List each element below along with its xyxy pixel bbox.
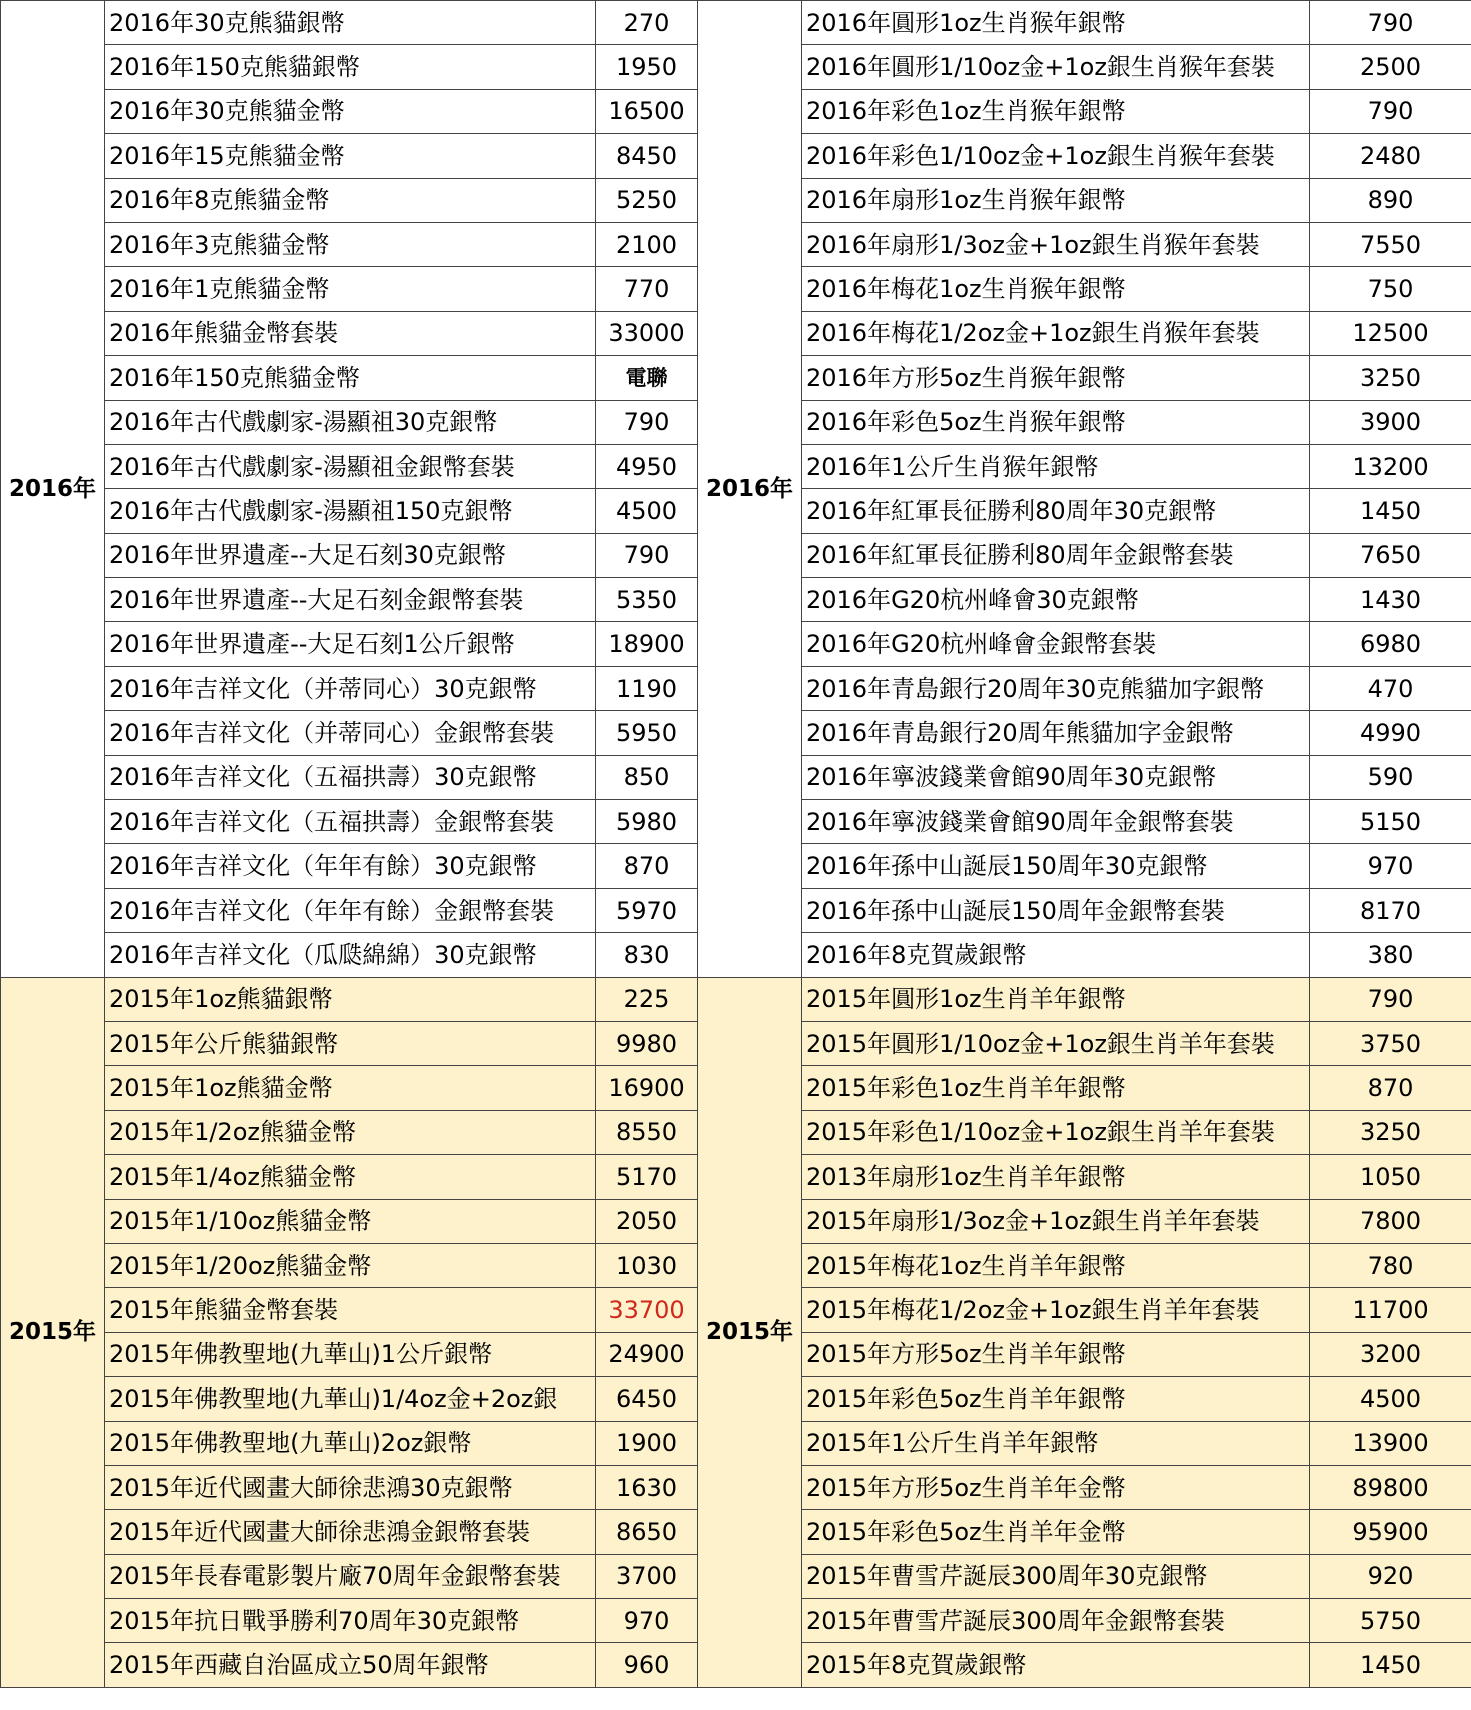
coin-price-right: 1050 [1310, 1155, 1471, 1199]
coin-name-right: 2016年青島銀行20周年熊貓加字金銀幣 [802, 711, 1310, 755]
coin-name-right: 2015年曹雪芹誕辰300周年金銀幣套裝 [802, 1599, 1310, 1643]
coin-price-right: 590 [1310, 755, 1471, 799]
coin-name-right: 2016年青島銀行20周年30克熊貓加字銀幣 [802, 666, 1310, 710]
coin-price-right: 11700 [1310, 1288, 1471, 1332]
coin-name-left: 2016年古代戲劇家-湯顯祖金銀幣套裝 [105, 444, 596, 488]
coin-price-right: 970 [1310, 844, 1471, 888]
coin-name-right: 2016年扇形1/3oz金+1oz銀生肖猴年套裝 [802, 222, 1310, 266]
coin-name-right: 2015年曹雪芹誕辰300周年30克銀幣 [802, 1554, 1310, 1598]
coin-price-right: 790 [1310, 977, 1471, 1021]
coin-name-right: 2015年圓形1oz生肖羊年銀幣 [802, 977, 1310, 1021]
coin-name-left: 2016年世界遺產--大足石刻1公斤銀幣 [105, 622, 596, 666]
coin-name-left: 2016年1克熊貓金幣 [105, 267, 596, 311]
coin-name-left: 2016年熊貓金幣套裝 [105, 311, 596, 355]
coin-name-right: 2016年紅軍長征勝利80周年金銀幣套裝 [802, 533, 1310, 577]
coin-price-left: 5350 [596, 578, 698, 622]
coin-price-left: 5170 [596, 1155, 698, 1199]
coin-price-left: 24900 [596, 1332, 698, 1376]
coin-name-right: 2016年紅軍長征勝利80周年30克銀幣 [802, 489, 1310, 533]
coin-name-left: 2015年1/4oz熊貓金幣 [105, 1155, 596, 1199]
coin-price-left: 1900 [596, 1421, 698, 1465]
coin-name-left: 2016年150克熊貓金幣 [105, 356, 596, 400]
coin-name-right: 2016年8克賀歲銀幣 [802, 933, 1310, 977]
coin-name-left: 2015年近代國畫大師徐悲鴻金銀幣套裝 [105, 1510, 596, 1554]
coin-name-left: 2015年1oz熊貓金幣 [105, 1066, 596, 1110]
coin-name-left: 2016年30克熊貓金幣 [105, 89, 596, 133]
coin-name-right: 2015年梅花1oz生肖羊年銀幣 [802, 1243, 1310, 1287]
coin-name-right: 2015年彩色1/10oz金+1oz銀生肖羊年套裝 [802, 1110, 1310, 1154]
coin-price-left: 8550 [596, 1110, 698, 1154]
coin-name-right: 2015年方形5oz生肖羊年金幣 [802, 1465, 1310, 1509]
coin-name-right: 2016年方形5oz生肖猴年銀幣 [802, 356, 1310, 400]
coin-price-left: 790 [596, 533, 698, 577]
coin-name-left: 2016年吉祥文化（五福拱壽）金銀幣套裝 [105, 800, 596, 844]
coin-name-right: 2015年梅花1/2oz金+1oz銀生肖羊年套裝 [802, 1288, 1310, 1332]
coin-name-left: 2016年吉祥文化（并蒂同心）30克銀幣 [105, 666, 596, 710]
coin-price-left: 960 [596, 1643, 698, 1687]
coin-price-right: 3900 [1310, 400, 1471, 444]
coin-price-left: 16500 [596, 89, 698, 133]
coin-name-right: 2015年扇形1/3oz金+1oz銀生肖羊年套裝 [802, 1199, 1310, 1243]
coin-name-left: 2015年1oz熊貓銀幣 [105, 977, 596, 1021]
coin-price-left: 5950 [596, 711, 698, 755]
coin-price-right: 7800 [1310, 1199, 1471, 1243]
coin-name-left: 2015年長春電影製片廠70周年金銀幣套裝 [105, 1554, 596, 1598]
coin-name-left: 2015年熊貓金幣套裝 [105, 1288, 596, 1332]
coin-price-left: 1190 [596, 666, 698, 710]
coin-name-right: 2016年梅花1/2oz金+1oz銀生肖猴年套裝 [802, 311, 1310, 355]
coin-name-right: 2016年孫中山誕辰150周年金銀幣套裝 [802, 888, 1310, 932]
table-row [1, 1, 1471, 45]
coin-price-right: 870 [1310, 1066, 1471, 1110]
coin-price-right: 8170 [1310, 888, 1471, 932]
coin-price-right: 2480 [1310, 134, 1471, 178]
coin-price-left: 2050 [596, 1199, 698, 1243]
coin-price-left: 870 [596, 844, 698, 888]
coin-name-right: 2016年圓形1oz生肖猴年銀幣 [802, 1, 1310, 45]
coin-price-left: 5970 [596, 888, 698, 932]
coin-price-right: 1430 [1310, 578, 1471, 622]
coin-name-right: 2015年1公斤生肖羊年銀幣 [802, 1421, 1310, 1465]
coin-price-left: 2100 [596, 222, 698, 266]
coin-price-left: 850 [596, 755, 698, 799]
year-label-left: 2015年 [1, 977, 105, 1687]
coin-price-right: 2500 [1310, 45, 1471, 89]
coin-price-left: 970 [596, 1599, 698, 1643]
coin-price-right: 750 [1310, 267, 1471, 311]
coin-price-left: 1950 [596, 45, 698, 89]
coin-price-right: 790 [1310, 89, 1471, 133]
coin-name-right: 2016年彩色1/10oz金+1oz銀生肖猴年套裝 [802, 134, 1310, 178]
coin-name-left: 2016年吉祥文化（年年有餘）金銀幣套裝 [105, 888, 596, 932]
coin-name-left: 2016年吉祥文化（五福拱壽）30克銀幣 [105, 755, 596, 799]
coin-name-left: 2016年吉祥文化（并蒂同心）金銀幣套裝 [105, 711, 596, 755]
coin-price-right: 1450 [1310, 1643, 1471, 1687]
coin-price-right: 1450 [1310, 489, 1471, 533]
coin-name-left: 2016年世界遺產--大足石刻30克銀幣 [105, 533, 596, 577]
table-row [1, 977, 1471, 1021]
coin-name-left: 2016年8克熊貓金幣 [105, 178, 596, 222]
coin-name-left: 2015年公斤熊貓銀幣 [105, 1021, 596, 1065]
coin-name-left: 2016年15克熊貓金幣 [105, 134, 596, 178]
coin-price-right: 3250 [1310, 1110, 1471, 1154]
coin-name-left: 2016年吉祥文化（瓜瓞綿綿）30克銀幣 [105, 933, 596, 977]
coin-name-right: 2016年彩色1oz生肖猴年銀幣 [802, 89, 1310, 133]
coin-price-left: 830 [596, 933, 698, 977]
coin-price-left: 18900 [596, 622, 698, 666]
price-table-body [1, 1, 1471, 1688]
coin-price-right: 780 [1310, 1243, 1471, 1287]
coin-name-left: 2016年古代戲劇家-湯顯祖30克銀幣 [105, 400, 596, 444]
coin-name-left: 2015年佛教聖地(九華山)1/4oz金+2oz銀 [105, 1377, 596, 1421]
year-label-right: 2016年 [698, 1, 802, 978]
coin-name-right: 2016年扇形1oz生肖猴年銀幣 [802, 178, 1310, 222]
coin-price-right: 3250 [1310, 356, 1471, 400]
coin-name-left: 2016年吉祥文化（年年有餘）30克銀幣 [105, 844, 596, 888]
coin-price-right: 4500 [1310, 1377, 1471, 1421]
coin-name-right: 2016年G20杭州峰會30克銀幣 [802, 578, 1310, 622]
coin-price-left: 4500 [596, 489, 698, 533]
coin-name-left: 2016年古代戲劇家-湯顯祖150克銀幣 [105, 489, 596, 533]
coin-price-left: 5250 [596, 178, 698, 222]
coin-price-left: 33700 [596, 1288, 698, 1332]
coin-price-left: 5980 [596, 800, 698, 844]
coin-name-right: 2016年彩色5oz生肖猴年銀幣 [802, 400, 1310, 444]
coin-name-right: 2016年圓形1/10oz金+1oz銀生肖猴年套裝 [802, 45, 1310, 89]
coin-price-left: 16900 [596, 1066, 698, 1110]
coin-price-right: 7650 [1310, 533, 1471, 577]
coin-name-left: 2015年近代國畫大師徐悲鴻30克銀幣 [105, 1465, 596, 1509]
coin-price-left: 6450 [596, 1377, 698, 1421]
coin-price-right: 7550 [1310, 222, 1471, 266]
coin-price-left: 1030 [596, 1243, 698, 1287]
coin-name-right: 2015年8克賀歲銀幣 [802, 1643, 1310, 1687]
coin-price-left: 33000 [596, 311, 698, 355]
coin-price-right: 470 [1310, 666, 1471, 710]
coin-price-right: 13200 [1310, 444, 1471, 488]
coin-name-left: 2016年3克熊貓金幣 [105, 222, 596, 266]
coin-name-left: 2016年世界遺產--大足石刻金銀幣套裝 [105, 578, 596, 622]
coin-price-right: 5750 [1310, 1599, 1471, 1643]
coin-name-left: 2015年抗日戰爭勝利70周年30克銀幣 [105, 1599, 596, 1643]
coin-price-left: 1630 [596, 1465, 698, 1509]
coin-price-right: 13900 [1310, 1421, 1471, 1465]
coin-price-right: 920 [1310, 1554, 1471, 1598]
coin-name-right: 2015年彩色5oz生肖羊年金幣 [802, 1510, 1310, 1554]
coin-name-right: 2015年彩色1oz生肖羊年銀幣 [802, 1066, 1310, 1110]
coin-name-left: 2016年30克熊貓銀幣 [105, 1, 596, 45]
coin-price-left: 8450 [596, 134, 698, 178]
coin-name-left: 2015年1/20oz熊貓金幣 [105, 1243, 596, 1287]
coin-name-left: 2015年佛教聖地(九華山)1公斤銀幣 [105, 1332, 596, 1376]
coin-name-left: 2015年佛教聖地(九華山)2oz銀幣 [105, 1421, 596, 1465]
coin-name-left: 2015年西藏自治區成立50周年銀幣 [105, 1643, 596, 1687]
coin-name-right: 2016年寧波錢業會館90周年金銀幣套裝 [802, 800, 1310, 844]
coin-price-right: 380 [1310, 933, 1471, 977]
coin-price-right: 3200 [1310, 1332, 1471, 1376]
coin-name-left: 2016年150克熊貓銀幣 [105, 45, 596, 89]
coin-price-left: 770 [596, 267, 698, 311]
coin-price-left: 9980 [596, 1021, 698, 1065]
coin-price-left: 225 [596, 977, 698, 1021]
year-label-right: 2015年 [698, 977, 802, 1687]
coin-name-right: 2016年孫中山誕辰150周年30克銀幣 [802, 844, 1310, 888]
coin-name-left: 2015年1/2oz熊貓金幣 [105, 1110, 596, 1154]
coin-name-left: 2015年1/10oz熊貓金幣 [105, 1199, 596, 1243]
coin-name-right: 2016年寧波錢業會館90周年30克銀幣 [802, 755, 1310, 799]
coin-name-right: 2013年扇形1oz生肖羊年銀幣 [802, 1155, 1310, 1199]
coin-price-right: 5150 [1310, 800, 1471, 844]
coin-price-right: 12500 [1310, 311, 1471, 355]
coin-name-right: 2015年圓形1/10oz金+1oz銀生肖羊年套裝 [802, 1021, 1310, 1065]
coin-price-right: 890 [1310, 178, 1471, 222]
year-label-left: 2016年 [1, 1, 105, 978]
coin-price-right: 4990 [1310, 711, 1471, 755]
coin-price-right: 89800 [1310, 1465, 1471, 1509]
coin-price-right: 3750 [1310, 1021, 1471, 1065]
coin-price-left: 3700 [596, 1554, 698, 1598]
coin-name-right: 2016年G20杭州峰會金銀幣套裝 [802, 622, 1310, 666]
coin-name-right: 2016年1公斤生肖猴年銀幣 [802, 444, 1310, 488]
coin-price-right: 790 [1310, 1, 1471, 45]
coin-price-left: 8650 [596, 1510, 698, 1554]
coin-price-left: 270 [596, 1, 698, 45]
coin-name-right: 2015年方形5oz生肖羊年銀幣 [802, 1332, 1310, 1376]
coin-price-left: 電聯 [596, 356, 698, 400]
coin-price-left: 790 [596, 400, 698, 444]
coin-price-right: 6980 [1310, 622, 1471, 666]
coin-price-right: 95900 [1310, 1510, 1471, 1554]
coin-price-left: 4950 [596, 444, 698, 488]
coin-name-right: 2016年梅花1oz生肖猴年銀幣 [802, 267, 1310, 311]
coin-name-right: 2015年彩色5oz生肖羊年銀幣 [802, 1377, 1310, 1421]
